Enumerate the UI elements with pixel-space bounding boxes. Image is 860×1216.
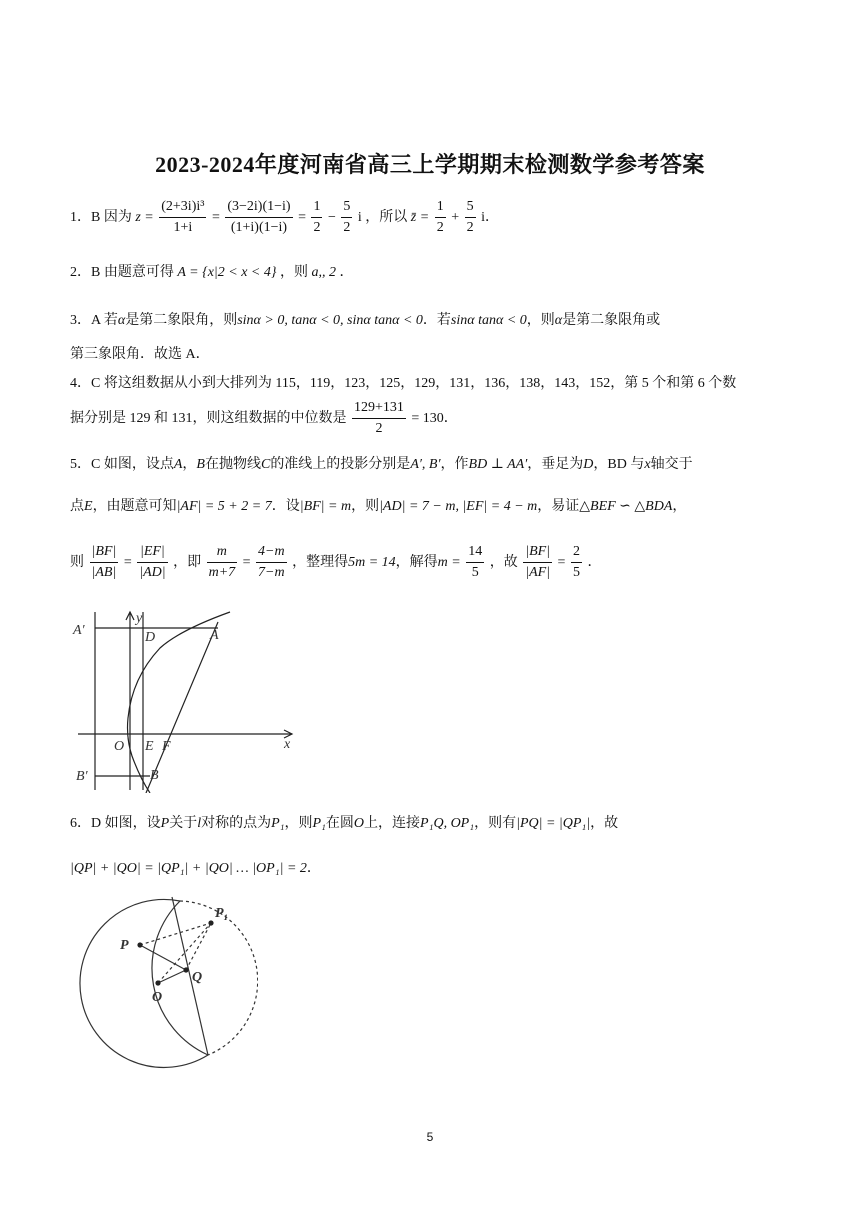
- fraction: $\frac{1}{2}$: [313, 199, 321, 235]
- fraction: $\frac{5}{2}$: [466, 199, 474, 235]
- point-p1: [208, 920, 213, 925]
- answer-5-line-1: 5．C 如图，设点A，B在抛物线C的准线上的投影分别是A′, B′，作BD ⊥ AA′，垂足为D，BD 与x轴交于: [70, 457, 693, 472]
- label-a-prime: A′: [73, 623, 85, 638]
- label-p: P: [120, 938, 129, 953]
- fraction: $\frac{|BF|}{|AF|}$: [525, 544, 551, 580]
- fraction: $\frac{5}{2}$: [343, 199, 351, 235]
- fraction: $\frac{m}{m+7}$: [208, 544, 236, 580]
- point-o: [155, 980, 160, 985]
- answer-2-set: A = {x|2 < x < 4}: [177, 265, 277, 280]
- segment-pp1: [140, 923, 211, 945]
- label-p1: P₁: [215, 906, 229, 921]
- fraction: $\frac{|BF|}{|AB|}$: [91, 544, 117, 580]
- label-a: A: [210, 628, 219, 643]
- label-e: E: [145, 739, 154, 754]
- fraction: $\frac{1}{2}$: [436, 199, 444, 235]
- answer-1-zbar: z̄ =: [410, 209, 430, 225]
- fraction: $\frac{14}{5}$: [468, 544, 483, 580]
- answer-5-line-3: 则 $\frac{|BF|}{|AB|}$ = $\frac{|EF|}{|AD|}$ ，即 $\frac{m}{m+7}$ = $\frac{4-m}{7-m}$ ，整理得5m = 14，解得m = $\frac{14}{5}$ ，故 $\frac{|BF|}{|AF|}$ = $\frac{2}{5}$ ．: [70, 544, 602, 580]
- answer-3-line-2: 第三象限角．故选 A．: [70, 347, 210, 362]
- answer-4-line-1: 4．C 将这组数据从小到大排列为 115，119，123，125，129，131，136，138，143，152，第 5 个和第 6 个数: [70, 376, 737, 391]
- line-l: [172, 897, 208, 1055]
- label-o: O: [114, 739, 125, 754]
- fraction: $\frac{\text{(2+3i)i³}}{1+i}$: [161, 199, 205, 235]
- answer-3-line-1: 3．A 若α是第二象限角，则sinα > 0, tanα < 0, sinα tanα < 0．若sinα tanα < 0，则α是第二象限角或: [70, 313, 661, 328]
- fraction: $\frac{(3-2i)(1-i)}{(1+i)(1-i)}$: [227, 199, 291, 235]
- answer-2: 2．B 由题意可得 A = {x|2 < x < 4} ，则 a,, 2 ．: [70, 265, 354, 280]
- answer-1: 1．B 因为 z = $\frac{\text{(2+3i)i³}}{1+i}$ = $\frac{(3-2i)(1-i)}{(1+i)(1-i)}$ = $\frac{1}{2}$ − $\frac{5}{2}$ i ，所以 z̄ = $\frac{1}{2}$ + $\frac{5}{2}$ i．: [70, 199, 499, 235]
- segment-oq: [158, 970, 186, 983]
- page-title: 2023-2024年度河南省高三上学期期末检测数学参考答案: [155, 152, 705, 177]
- answer-1-z: z =: [135, 209, 154, 225]
- fraction: $\frac{4-m}{7-m}$: [258, 544, 285, 580]
- label-x: x: [284, 737, 291, 752]
- label-o: O: [152, 990, 163, 1005]
- label-b-prime: B′: [76, 769, 88, 784]
- parabola-figure: [70, 608, 310, 793]
- fraction: $\frac{|EF|}{|AD|}$: [139, 544, 166, 580]
- answer-6-line-2: |QP| + |QO| = |QP₁| + |QO| … |OP₁| = 2．: [70, 861, 321, 876]
- label-q: Q: [192, 970, 203, 985]
- fraction: $\frac{2}{5}$: [572, 544, 580, 580]
- page-number: 5: [426, 1130, 434, 1144]
- point-q: [183, 967, 188, 972]
- answer-6-line-1: 6．D 如图，设P关于l对称的点为P₁，则P₁在圆O上，连接P₁Q, OP₁，则有|PQ| = |QP₁|，故: [70, 816, 619, 831]
- label-b: B: [150, 768, 159, 783]
- circle-figure: [68, 895, 258, 1070]
- label-y: y: [136, 611, 143, 626]
- fraction: $\frac{129+131}{2}$: [354, 400, 404, 436]
- circle-o: [80, 899, 208, 1067]
- label-d: D: [145, 630, 156, 645]
- point-p: [137, 942, 142, 947]
- segment-pq: [140, 945, 186, 970]
- answer-1-prefix: 1．B 因为: [70, 209, 132, 225]
- answer-4-line-2: 据分别是 129 和 131，则这组数据的中位数是 $\frac{129+131}{2}$ = 130．: [70, 400, 458, 436]
- answer-5-line-2: 点E，由题意可知|AF| = 5 + 2 = 7．设|BF| = m，则|AD| = 7 − m, |EF| = 4 − m，易证△BEF ∽ △BDA，: [70, 499, 687, 514]
- label-f: F: [162, 739, 171, 754]
